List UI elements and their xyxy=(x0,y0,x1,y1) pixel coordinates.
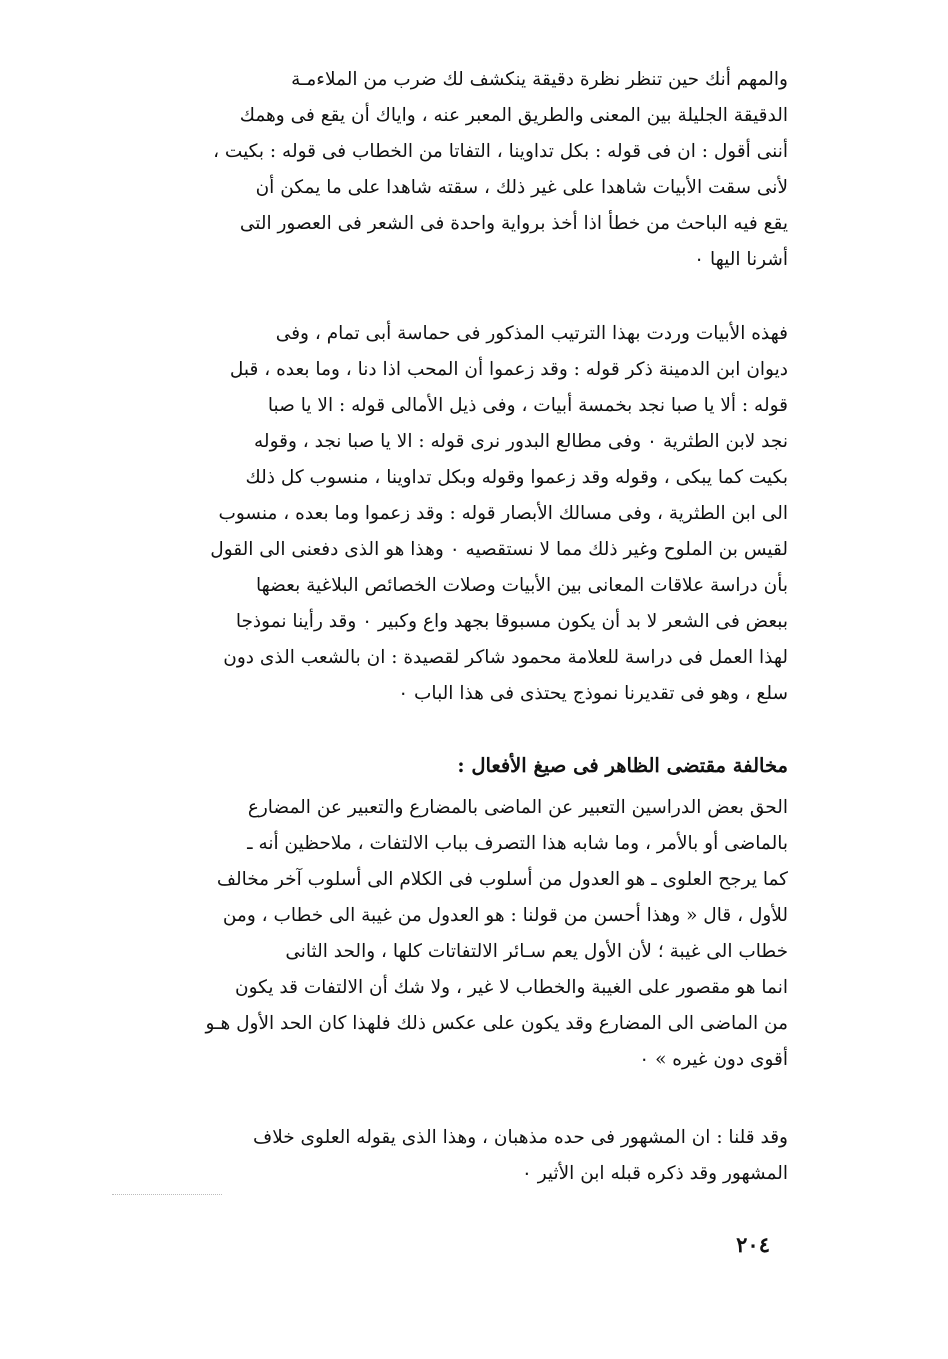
text-line: فهذه الأبيات وردت بهذا الترتيب المذكور فى حماسة أبى تمام ، وفى xyxy=(275,323,788,344)
text-line: نجد لابن الطثرية ٠ وفى مطالع البدور نرى قوله : الا يا صبا نجد ، وقوله xyxy=(254,431,788,452)
section-heading: مخالفة مقتضى الظاهر فى صيغ الأفعال : xyxy=(457,754,788,777)
text-line: خطاب الى غيبة ؛ لأن الأول يعم سـائر الالتفاتات كلها ، والحد الثانى xyxy=(285,941,788,962)
text-line: أقوى دون غيره » ٠ xyxy=(639,1049,788,1070)
page-number: ٢٠٤ xyxy=(736,1232,770,1257)
text-line: ببعض فى الشعر لا بد أن يكون مسبوقا بجهد واع وكبير ٠ وقد رأينا نموذجا xyxy=(235,611,788,632)
text-line: الحق بعض الدراسين التعبير عن الماضى بالمضارع والتعبير عن المضارع xyxy=(247,797,788,818)
text-line: بكيت كما يبكى ، وقوله وقد زعموا وقوله وبكل تداوينا ، منسوب كل ذلك xyxy=(245,467,788,488)
footnote-divider xyxy=(112,1194,222,1195)
text-line: الدقيقة الجليلة بين المعنى والطريق المعبر عنه ، واياك أن يقع فى وهمك xyxy=(239,105,788,126)
text-line: لقيس بن الملوح وغير ذلك مما لا نستقصيه ٠ وهذا هو الذى دفعنى الى القول xyxy=(210,539,788,560)
text-line: والمهم أنك حين تنظر نظرة دقيقة ينكشف لك ضرب من الملاءمـة xyxy=(291,69,788,90)
text-line: بالماضى أو بالأمر ، وما شابه هذا التصرف بباب الالتفات ، ملاحظين أنه ـ xyxy=(247,833,788,854)
text-line: من الماضى الى المضارع وقد يكون على عكس ذلك فلهذا كان الحد الأول هـو xyxy=(205,1013,788,1034)
paragraph-4 xyxy=(108,1120,788,1192)
text-line: يقع فيه الباحث من خطأ اذا أخذ برواية واحدة فى الشعر فى العصور التى xyxy=(239,213,788,234)
text-line: كما يرجح العلوى ـ هو العدول من أسلوب فى الكلام الى أسلوب آخر مخالف xyxy=(216,869,788,890)
text-line: لهذا العمل فى دراسة للعلامة محمود شاكر لقصيدة : ان بالشعب الذى دون xyxy=(223,647,788,668)
text-line: وقد قلنا : ان المشهور فى حده مذهبان ، وهذا الذى يقوله العلوى خلاف xyxy=(253,1127,788,1148)
text-line: المشهور وقد ذكره قبله ابن الأثير ٠ xyxy=(521,1163,788,1184)
text-line: انما هو مقصور على الغيبة والخطاب لا غير ، ولا شك أن الالتفات قد يكون xyxy=(235,977,788,998)
text-line: الى ابن الطثرية ، وفى مسالك الأبصار قوله : وقد زعموا وما بعده ، منسوب xyxy=(218,503,788,524)
text-line: أننى أقول : ان فى قوله : بكل تداوينا ، التفاتا من الخطاب فى قوله : بكيت ، xyxy=(213,141,788,162)
text-line: لأنى سقت الأبيات شاهدا على غير ذلك ، سقته شاهدا على ما يمكن أن xyxy=(255,177,788,198)
paragraph-2 xyxy=(108,316,788,712)
text-line: بأن دراسة علاقات المعانى بين الأبيات وصلات الخصائص البلاغية بعضها xyxy=(255,575,788,596)
text-line: سلع ، وهو فى تقديرنا نموذج يحتذى فى هذا الباب ٠ xyxy=(398,683,788,704)
text-line: أشرنا اليها ٠ xyxy=(694,249,788,270)
paragraph-1 xyxy=(108,62,788,278)
text-line: قوله : ألا يا صبا نجد بخمسة أبيات ، وفى ذيل الأمالى قوله : الا يا صبا xyxy=(267,395,788,416)
paragraph-3 xyxy=(108,790,788,1078)
text-line: للأول ، قال « وهذا أحسن من قولنا : هو العدول من غيبة الى خطاب ، ومن xyxy=(222,905,788,926)
text-line: ديوان ابن الدمينة ذكر قوله : وقد زعموا أن المحب اذا دنا ، وما بعده ، قبل xyxy=(229,359,788,380)
